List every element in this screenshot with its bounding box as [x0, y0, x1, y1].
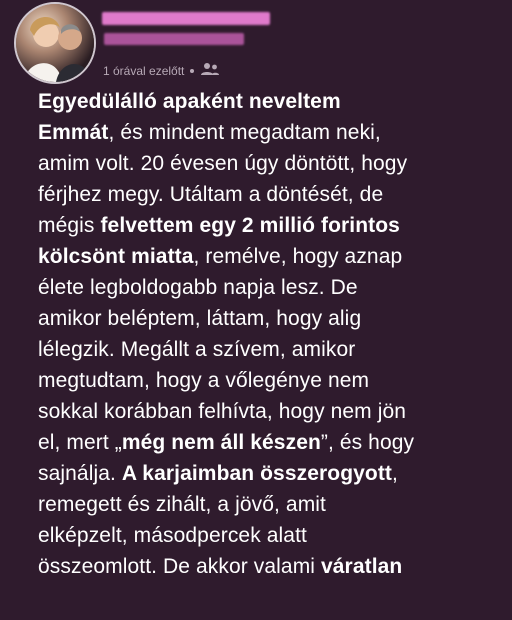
post-text: sajnálja.: [38, 462, 122, 485]
post-line: [38, 551, 498, 582]
post-text-bold: Egyedülálló apaként neveltem: [38, 90, 341, 113]
post-text: , és mindent megadtam neki,: [108, 121, 381, 144]
post-line: [38, 334, 498, 365]
post-text-bold: Emmát: [38, 121, 109, 144]
avatar[interactable]: [14, 2, 96, 84]
timestamp[interactable]: 1 órával ezelőtt: [103, 63, 185, 78]
post-text-bold: kölcsönt miatta: [38, 245, 194, 268]
post-text-bold: váratlan: [321, 555, 403, 578]
post-text: lélegzik. Megállt a szívem, amikor: [38, 338, 356, 361]
post-text-bold: felvettem egy 2 millió forintos: [100, 214, 400, 237]
post-line: [38, 365, 498, 396]
post-text: remegett és zihált, a jövő, amit: [38, 493, 326, 516]
separator-dot: [190, 69, 194, 73]
post-text: megtudtam, hogy a vőlegénye nem: [38, 369, 370, 392]
post-text: összeomlott. De akkor valami: [38, 555, 321, 578]
post-text: amikor beléptem, láttam, hogy alig: [38, 307, 362, 330]
people-icon[interactable]: [200, 62, 220, 79]
post-text: ”, és hogy: [320, 431, 415, 454]
author-name-redacted[interactable]: [102, 12, 270, 25]
post-text-bold: A karjaimban összerogyott: [121, 462, 393, 485]
post-line: [38, 458, 498, 489]
post-text: elképzelt, másodpercek alatt: [38, 524, 307, 547]
post-text: sokkal korábban felhívta, hogy nem jön: [38, 400, 407, 423]
post-line: [38, 148, 498, 179]
post-line: [38, 427, 498, 458]
author-subtitle-redacted: [104, 33, 244, 45]
post-meta: [103, 62, 220, 79]
post-text-bold: még nem áll készen: [121, 431, 321, 454]
post-text: ,: [392, 462, 398, 485]
post-line: [38, 241, 498, 272]
post-line: [38, 210, 498, 241]
post-line: [38, 396, 498, 427]
post-text: mégis: [38, 214, 101, 237]
avatar-photo: [16, 4, 94, 82]
post-line: [38, 520, 498, 551]
post-text: , remélve, hogy aznap: [193, 245, 403, 268]
post-line: [38, 86, 498, 117]
post-header: [0, 0, 512, 90]
post-line: [38, 272, 498, 303]
post-body: [38, 86, 498, 582]
post-line: [38, 489, 498, 520]
post-text: élete legboldogabb napja lesz. De: [38, 276, 358, 299]
post-text: amim volt. 20 évesen úgy döntött, hogy: [38, 152, 408, 175]
post-line: [38, 117, 498, 148]
post-text: el, mert „: [38, 431, 122, 454]
post-line: [38, 303, 498, 334]
post-text: férjhez megy. Utáltam a döntését, de: [38, 183, 384, 206]
post-line: [38, 179, 498, 210]
